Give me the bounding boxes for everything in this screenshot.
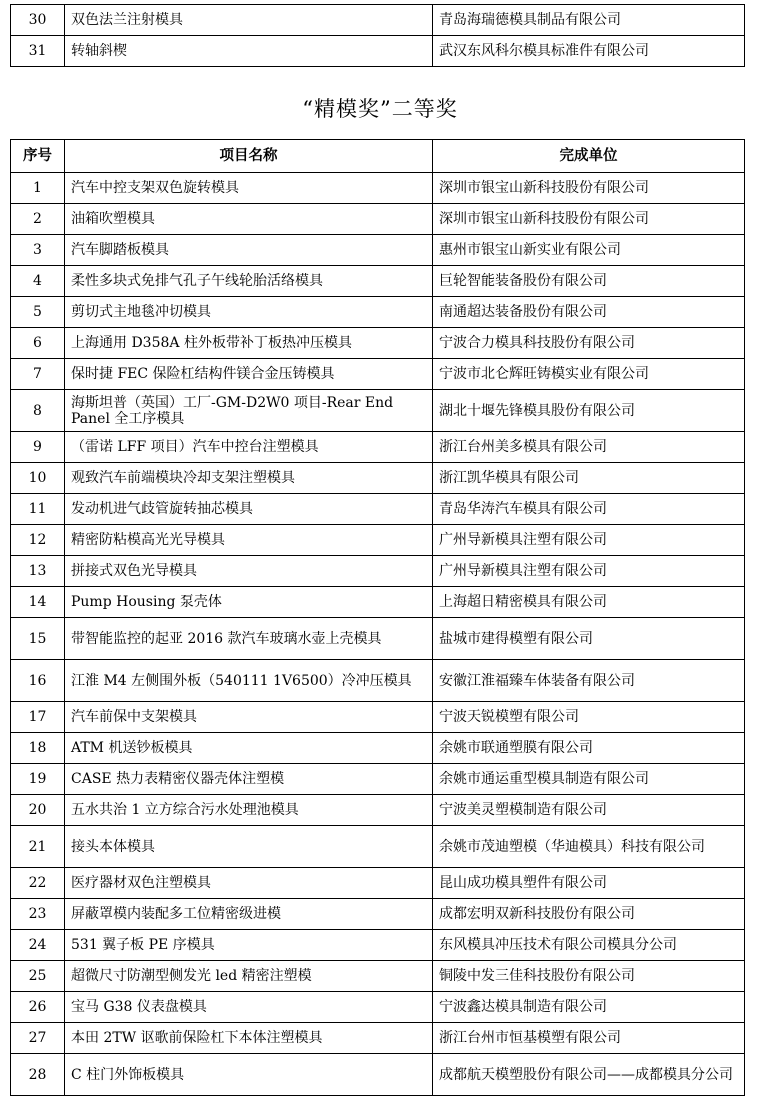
- row-number: 6: [11, 328, 65, 359]
- completion-unit: 深圳市银宝山新科技股份有限公司: [433, 204, 745, 235]
- table-row: [11, 235, 745, 266]
- row-number: 3: [11, 235, 65, 266]
- completion-unit: 余姚市通运重型模具制造有限公司: [433, 764, 745, 795]
- row-number: 14: [11, 587, 65, 618]
- table-row: [11, 432, 745, 463]
- row-number: 21: [11, 826, 65, 868]
- table-row: [11, 826, 745, 868]
- completion-unit: 深圳市银宝山新科技股份有限公司: [433, 173, 745, 204]
- completion-unit: 宁波天锐模塑有限公司: [433, 702, 745, 733]
- completion-unit: 湖北十堰先锋模具股份有限公司: [433, 390, 745, 432]
- row-number: 17: [11, 702, 65, 733]
- row-number: 19: [11, 764, 65, 795]
- table-row: [11, 702, 745, 733]
- row-number: 31: [11, 36, 65, 67]
- table-row: [11, 556, 745, 587]
- completion-unit: 宁波美灵塑模制造有限公司: [433, 795, 745, 826]
- row-number: 15: [11, 618, 65, 660]
- row-number: 20: [11, 795, 65, 826]
- project-name: 柔性多块式免排气孔子午线轮胎活络模具: [65, 266, 433, 297]
- project-name: CASE 热力表精密仪器壳体注塑模: [65, 764, 433, 795]
- header-unit: 完成单位: [433, 140, 745, 173]
- project-name: 五水共治 1 立方综合污水处理池模具: [65, 795, 433, 826]
- project-name: 上海通用 D358A 柱外板带补丁板热冲压模具: [65, 328, 433, 359]
- project-name: 汽车前保中支架模具: [65, 702, 433, 733]
- table-row: [11, 961, 745, 992]
- completion-unit: 宁波市北仑辉旺铸模实业有限公司: [433, 359, 745, 390]
- row-number: 10: [11, 463, 65, 494]
- project-name: 精密防粘模高光光导模具: [65, 525, 433, 556]
- project-name: C 柱门外饰板模具: [65, 1054, 433, 1096]
- award-table-continued: [10, 4, 745, 67]
- row-number: 5: [11, 297, 65, 328]
- table-row: [11, 494, 745, 525]
- table-row: [11, 618, 745, 660]
- table-row: [11, 930, 745, 961]
- project-name: 观致汽车前端模块冷却支架注塑模具: [65, 463, 433, 494]
- table-row: [11, 899, 745, 930]
- completion-unit: 青岛海瑞德模具制品有限公司: [433, 5, 745, 36]
- row-number: 8: [11, 390, 65, 432]
- completion-unit: 成都航天模塑股份有限公司——成都模具分公司: [433, 1054, 745, 1096]
- completion-unit: 昆山成功模具塑件有限公司: [433, 868, 745, 899]
- table-row: [11, 36, 745, 67]
- completion-unit: 巨轮智能装备股份有限公司: [433, 266, 745, 297]
- table-row: [11, 733, 745, 764]
- row-number: 16: [11, 660, 65, 702]
- table-row: [11, 868, 745, 899]
- table-row: [11, 795, 745, 826]
- completion-unit: 南通超达装备股份有限公司: [433, 297, 745, 328]
- row-number: 27: [11, 1023, 65, 1054]
- project-name: Pump Housing 泵壳体: [65, 587, 433, 618]
- completion-unit: 广州导新模具注塑有限公司: [433, 525, 745, 556]
- completion-unit: 青岛华涛汽车模具有限公司: [433, 494, 745, 525]
- row-number: 18: [11, 733, 65, 764]
- table-row: [11, 266, 745, 297]
- completion-unit: 东风模具冲压技术有限公司模具分公司: [433, 930, 745, 961]
- completion-unit: 盐城市建得模塑有限公司: [433, 618, 745, 660]
- completion-unit: 浙江台州市恒基模塑有限公司: [433, 1023, 745, 1054]
- project-name: 531 翼子板 PE 序模具: [65, 930, 433, 961]
- completion-unit: 宁波合力模具科技股份有限公司: [433, 328, 745, 359]
- project-name: 海斯坦普（英国）工厂-GM-D2W0 项目-Rear End Panel 全工序模具: [65, 390, 433, 432]
- table-row: [11, 660, 745, 702]
- completion-unit: 余姚市茂迪塑模（华迪模具）科技有限公司: [433, 826, 745, 868]
- project-name: 接头本体模具: [65, 826, 433, 868]
- completion-unit: 宁波鑫达模具制造有限公司: [433, 992, 745, 1023]
- project-name: 转轴斜楔: [65, 36, 433, 67]
- table-row: [11, 992, 745, 1023]
- table-row: [11, 5, 745, 36]
- project-name: （雷诺 LFF 项目）汽车中控台注塑模具: [65, 432, 433, 463]
- row-number: 26: [11, 992, 65, 1023]
- table-header-row: [11, 140, 745, 173]
- table-row: [11, 587, 745, 618]
- project-name: 剪切式主地毯冲切模具: [65, 297, 433, 328]
- table-row: [11, 525, 745, 556]
- row-number: 25: [11, 961, 65, 992]
- row-number: 7: [11, 359, 65, 390]
- completion-unit: 浙江台州美多模具有限公司: [433, 432, 745, 463]
- table-row: [11, 359, 745, 390]
- table-row: [11, 764, 745, 795]
- table-row: [11, 1023, 745, 1054]
- row-number: 1: [11, 173, 65, 204]
- row-number: 13: [11, 556, 65, 587]
- completion-unit: 上海超日精密模具有限公司: [433, 587, 745, 618]
- table-row: [11, 328, 745, 359]
- project-name: 拼接式双色光导模具: [65, 556, 433, 587]
- project-name: 屏蔽罩模内装配多工位精密级进模: [65, 899, 433, 930]
- row-number: 24: [11, 930, 65, 961]
- row-number: 11: [11, 494, 65, 525]
- row-number: 9: [11, 432, 65, 463]
- row-number: 2: [11, 204, 65, 235]
- award-table-continued-body: [11, 5, 745, 67]
- project-name: 发动机进气歧管旋转抽芯模具: [65, 494, 433, 525]
- completion-unit: 成都宏明双新科技股份有限公司: [433, 899, 745, 930]
- row-number: 30: [11, 5, 65, 36]
- second-prize-table: [10, 139, 745, 1096]
- completion-unit: 浙江凯华模具有限公司: [433, 463, 745, 494]
- project-name: 双色法兰注射模具: [65, 5, 433, 36]
- completion-unit: 广州导新模具注塑有限公司: [433, 556, 745, 587]
- completion-unit: 惠州市银宝山新实业有限公司: [433, 235, 745, 266]
- project-name: 医疗器材双色注塑模具: [65, 868, 433, 899]
- completion-unit: 安徽江淮福臻车体装备有限公司: [433, 660, 745, 702]
- project-name: ATM 机送钞板模具: [65, 733, 433, 764]
- section-title: “精模奖”二等奖: [302, 97, 458, 121]
- project-name: 宝马 G38 仪表盘模具: [65, 992, 433, 1023]
- header-project-name: 项目名称: [65, 140, 433, 173]
- table-row: [11, 173, 745, 204]
- second-prize-table-body: [11, 173, 745, 1096]
- row-number: 23: [11, 899, 65, 930]
- row-number: 22: [11, 868, 65, 899]
- project-name: 保时捷 FEC 保险杠结构件镁合金压铸模具: [65, 359, 433, 390]
- project-name: 超微尺寸防潮型侧发光 led 精密注塑模: [65, 961, 433, 992]
- project-name: 汽车脚踏板模具: [65, 235, 433, 266]
- table-row: [11, 204, 745, 235]
- row-number: 28: [11, 1054, 65, 1096]
- table-row: [11, 463, 745, 494]
- completion-unit: 铜陵中发三佳科技股份有限公司: [433, 961, 745, 992]
- completion-unit: 余姚市联通塑膜有限公司: [433, 733, 745, 764]
- row-number: 4: [11, 266, 65, 297]
- project-name: 本田 2TW 讴歌前保险杠下本体注塑模具: [65, 1023, 433, 1054]
- completion-unit: 武汉东风科尔模具标准件有限公司: [433, 36, 745, 67]
- project-name: 油箱吹塑模具: [65, 204, 433, 235]
- table-row: [11, 1054, 745, 1096]
- project-name: 江淮 M4 左侧围外板（540111 1V6500）冷冲压模具: [65, 660, 433, 702]
- table-row: [11, 297, 745, 328]
- project-name: 汽车中控支架双色旋转模具: [65, 173, 433, 204]
- header-no: 序号: [11, 140, 65, 173]
- table-row: [11, 390, 745, 432]
- row-number: 12: [11, 525, 65, 556]
- project-name: 带智能监控的起亚 2016 款汽车玻璃水壶上壳模具: [65, 618, 433, 660]
